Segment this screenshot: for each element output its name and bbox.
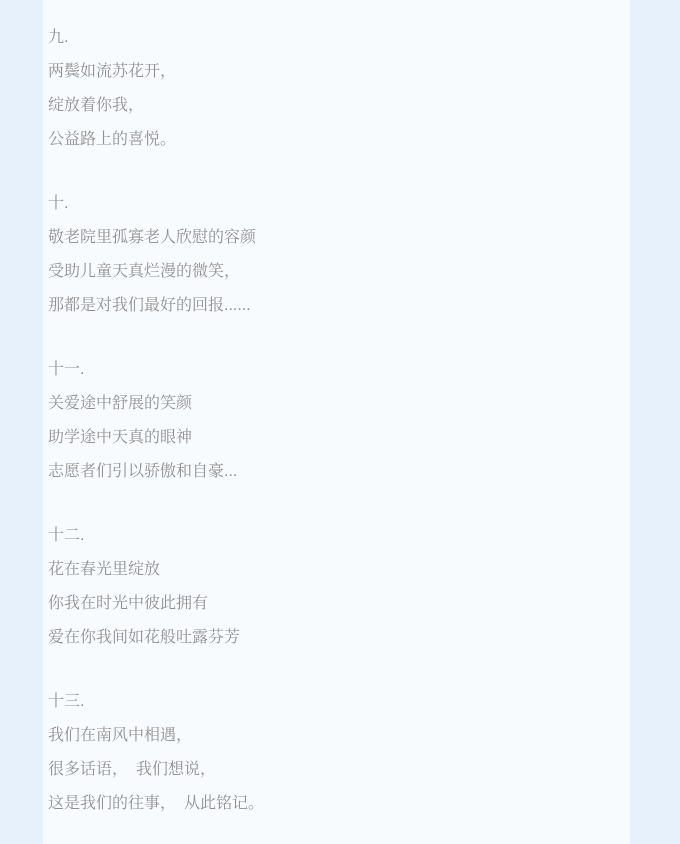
poem-line: 助学途中天真的眼神 <box>48 429 193 446</box>
poem-line: 敬老院里孤寡老人欣慰的容颜 <box>48 229 257 246</box>
section-number: 十三. <box>48 693 85 710</box>
section-gap <box>48 655 622 685</box>
poem-line: 我们在南风中相遇， <box>48 727 193 744</box>
poem-line: 那都是对我们最好的回报...... <box>48 297 251 314</box>
poem-section <box>48 519 622 655</box>
section-gap <box>48 323 622 353</box>
poem-line: 受助儿童天真烂漫的微笑， <box>48 263 241 280</box>
section-gap <box>48 489 622 519</box>
section-number: 十. <box>48 195 69 212</box>
poem-line: 绽放着你我， <box>48 97 145 114</box>
poem-line: 这是我们的往事， 从此铭记。 <box>48 795 265 812</box>
poem-section <box>48 353 622 489</box>
poem-line: 两鬓如流苏花开， <box>48 63 177 80</box>
poem-section <box>48 685 622 821</box>
article-body <box>43 0 630 821</box>
poem-line: 很多话语， 我们想说， <box>48 761 217 778</box>
poem-line: 关爱途中舒展的笑颜 <box>48 395 193 412</box>
poem-line: 花在春光里绽放 <box>48 561 161 578</box>
poem-line: 志愿者们引以骄傲和自豪... <box>48 463 238 480</box>
article-panel <box>43 0 630 844</box>
poem-line: 公益路上的喜悦。 <box>48 131 177 148</box>
poem-section <box>48 187 622 323</box>
poem-line: 爱在你我间如花般吐露芬芳 <box>48 629 241 646</box>
section-number: 十一. <box>48 361 85 378</box>
section-number: 九. <box>48 29 69 46</box>
section-number: 十二. <box>48 527 85 544</box>
poem-section <box>48 21 622 157</box>
poem-line: 你我在时光中彼此拥有 <box>48 595 209 612</box>
section-gap <box>48 157 622 187</box>
